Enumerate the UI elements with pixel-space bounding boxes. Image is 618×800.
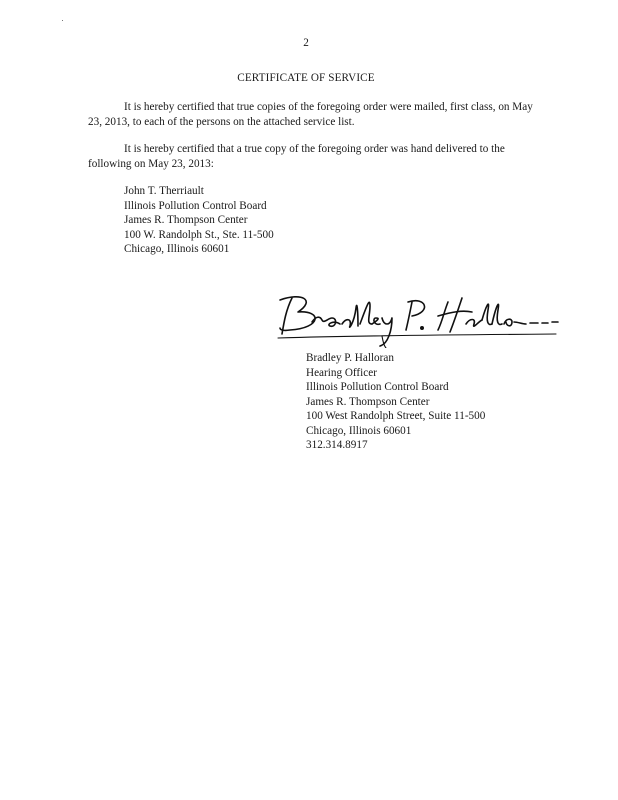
signer-building: James R. Thompson Center (306, 395, 430, 408)
signer-city: Chicago, Illinois 60601 (306, 424, 412, 437)
recipient-organization: Illinois Pollution Control Board (124, 199, 267, 212)
page-number: 2 (303, 37, 309, 49)
mailing-paragraph: It is hereby certified that true copies of the foregoing order were mailed, first class, on May 23, 2013, to each of the persons on the attached service list. (88, 101, 533, 128)
recipient-street: 100 W. Randolph St., Ste. 11-500 (124, 228, 274, 241)
signer-title: Hearing Officer (306, 366, 377, 379)
scan-speck (62, 20, 63, 21)
signer-organization: Illinois Pollution Control Board (306, 381, 449, 393)
signer-name: Bradley P. Halloran (306, 352, 394, 364)
signer-block (306, 351, 485, 453)
signer-street: 100 West Randolph Street, Suite 11-500 (306, 410, 486, 422)
recipient-address-block (124, 184, 274, 257)
certificate-heading: CERTIFICATE OF SERVICE (237, 72, 375, 84)
handwritten-signature (262, 288, 562, 348)
hand-delivery-paragraph: It is hereby certified that a true copy of the foregoing order was hand delivered to the following on May 23, 2013: (88, 143, 505, 170)
recipient-building: James R. Thompson Center (124, 214, 248, 226)
recipient-city: Chicago, Illinois 60601 (124, 243, 230, 255)
signer-phone: 312.314.8917 (306, 439, 368, 451)
recipient-name: John T. Therriault (124, 185, 204, 197)
